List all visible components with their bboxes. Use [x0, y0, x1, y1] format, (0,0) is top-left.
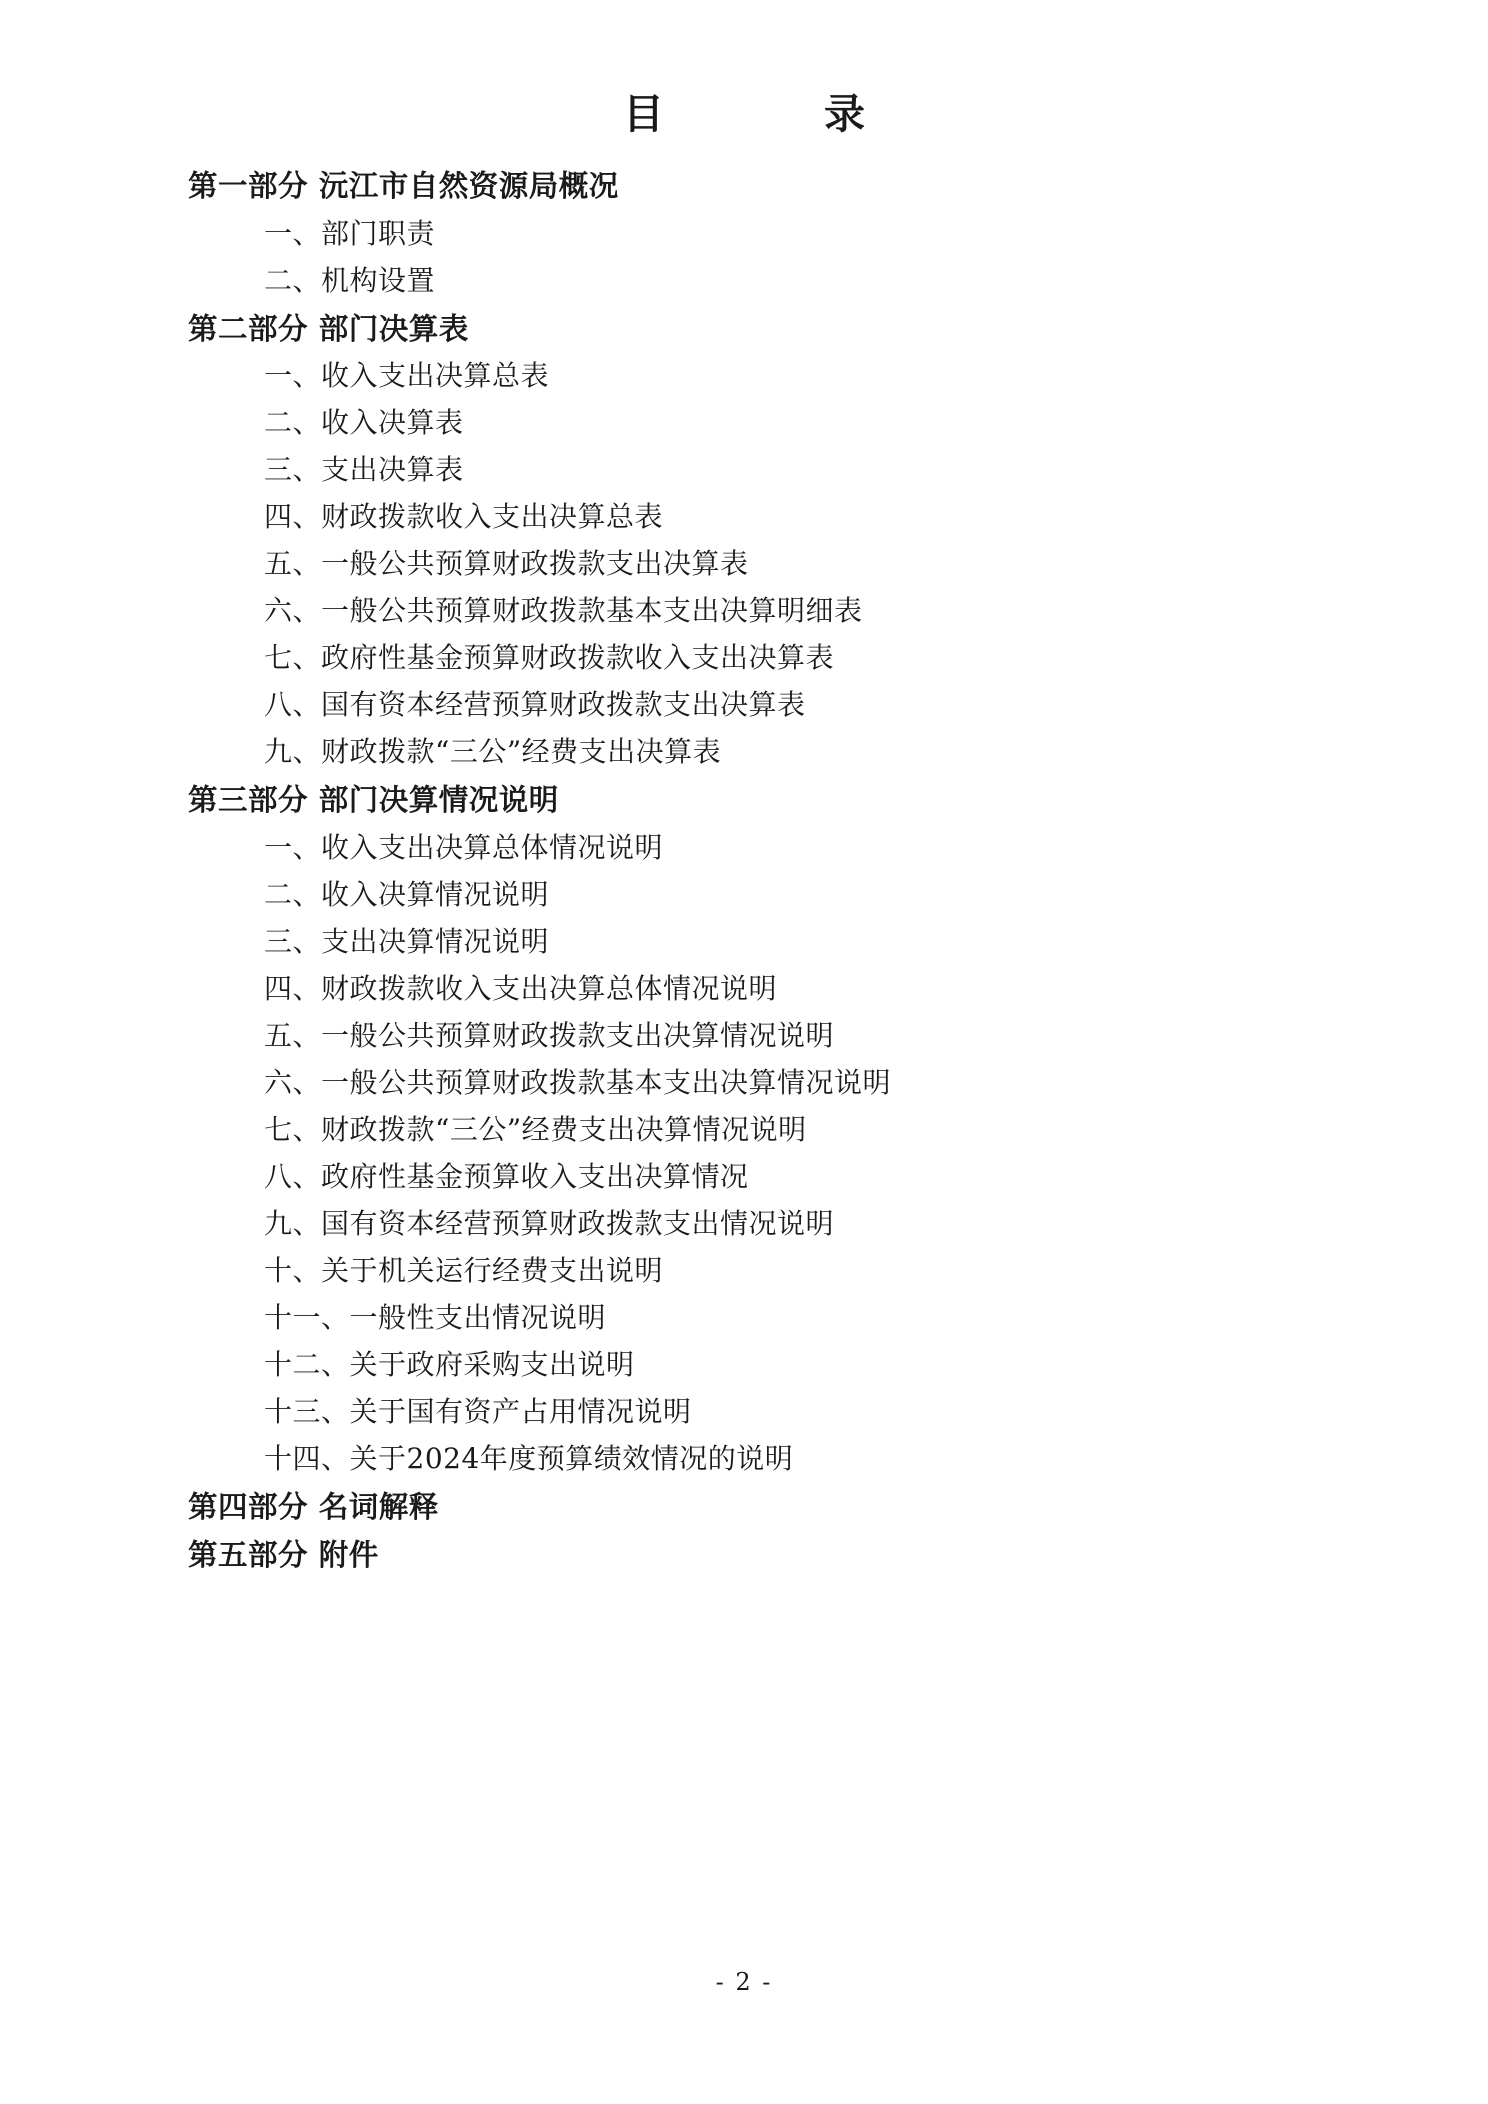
toc-item[interactable]: 一、收入支出决算总体情况说明 [264, 830, 664, 864]
toc-item[interactable]: 三、支出决算情况说明 [264, 924, 550, 958]
toc-item[interactable]: 七、财政拨款“三公”经费支出决算情况说明 [264, 1112, 807, 1146]
page-number: - 2 - [715, 1968, 773, 1996]
toc-part-heading[interactable]: 第二部分 部门决算表 [188, 310, 469, 346]
toc-item[interactable]: 六、一般公共预算财政拨款基本支出决算情况说明 [264, 1065, 892, 1099]
toc-item[interactable]: 五、一般公共预算财政拨款支出决算情况说明 [264, 1018, 835, 1052]
toc-item[interactable]: 一、部门职责 [264, 216, 436, 250]
toc-item[interactable]: 十一、一般性支出情况说明 [264, 1300, 607, 1334]
toc-item[interactable]: 三、支出决算表 [264, 453, 464, 487]
toc-item[interactable]: 十四、关于2024年度预算绩效情况的说明 [264, 1441, 794, 1475]
toc-item[interactable]: 四、财政拨款收入支出决算总表 [264, 500, 664, 534]
toc-part-heading[interactable]: 第三部分 部门决算情况说明 [188, 782, 559, 818]
page-title: 目 录 [623, 90, 891, 138]
toc-item[interactable]: 二、收入决算情况说明 [264, 877, 550, 911]
toc-item[interactable]: 一、收入支出决算总表 [264, 359, 550, 393]
toc-item[interactable]: 十、关于机关运行经费支出说明 [264, 1253, 664, 1287]
toc-item[interactable]: 八、国有资本经营预算财政拨款支出决算表 [264, 688, 806, 722]
toc-item[interactable]: 五、一般公共预算财政拨款支出决算表 [264, 547, 749, 581]
toc-item[interactable]: 十二、关于政府采购支出说明 [264, 1347, 635, 1381]
toc-item[interactable]: 九、财政拨款“三公”经费支出决算表 [264, 735, 722, 769]
toc-item[interactable]: 十三、关于国有资产占用情况说明 [264, 1394, 692, 1428]
toc-part-heading[interactable]: 第五部分 附件 [188, 1537, 379, 1573]
toc-item[interactable]: 七、政府性基金预算财政拨款收入支出决算表 [264, 641, 835, 675]
toc-item[interactable]: 二、机构设置 [264, 263, 436, 297]
toc-item[interactable]: 六、一般公共预算财政拨款基本支出决算明细表 [264, 594, 863, 628]
toc-part-heading[interactable]: 第四部分 名词解释 [188, 1488, 439, 1524]
toc-item[interactable]: 二、收入决算表 [264, 406, 464, 440]
table-of-contents [0, 168, 1488, 1573]
toc-item[interactable]: 八、政府性基金预算收入支出决算情况 [264, 1159, 749, 1193]
toc-item[interactable]: 九、国有资本经营预算财政拨款支出情况说明 [264, 1206, 835, 1240]
toc-part-heading[interactable]: 第一部分 沅江市自然资源局概况 [188, 168, 619, 204]
toc-item[interactable]: 四、财政拨款收入支出决算总体情况说明 [264, 971, 778, 1005]
